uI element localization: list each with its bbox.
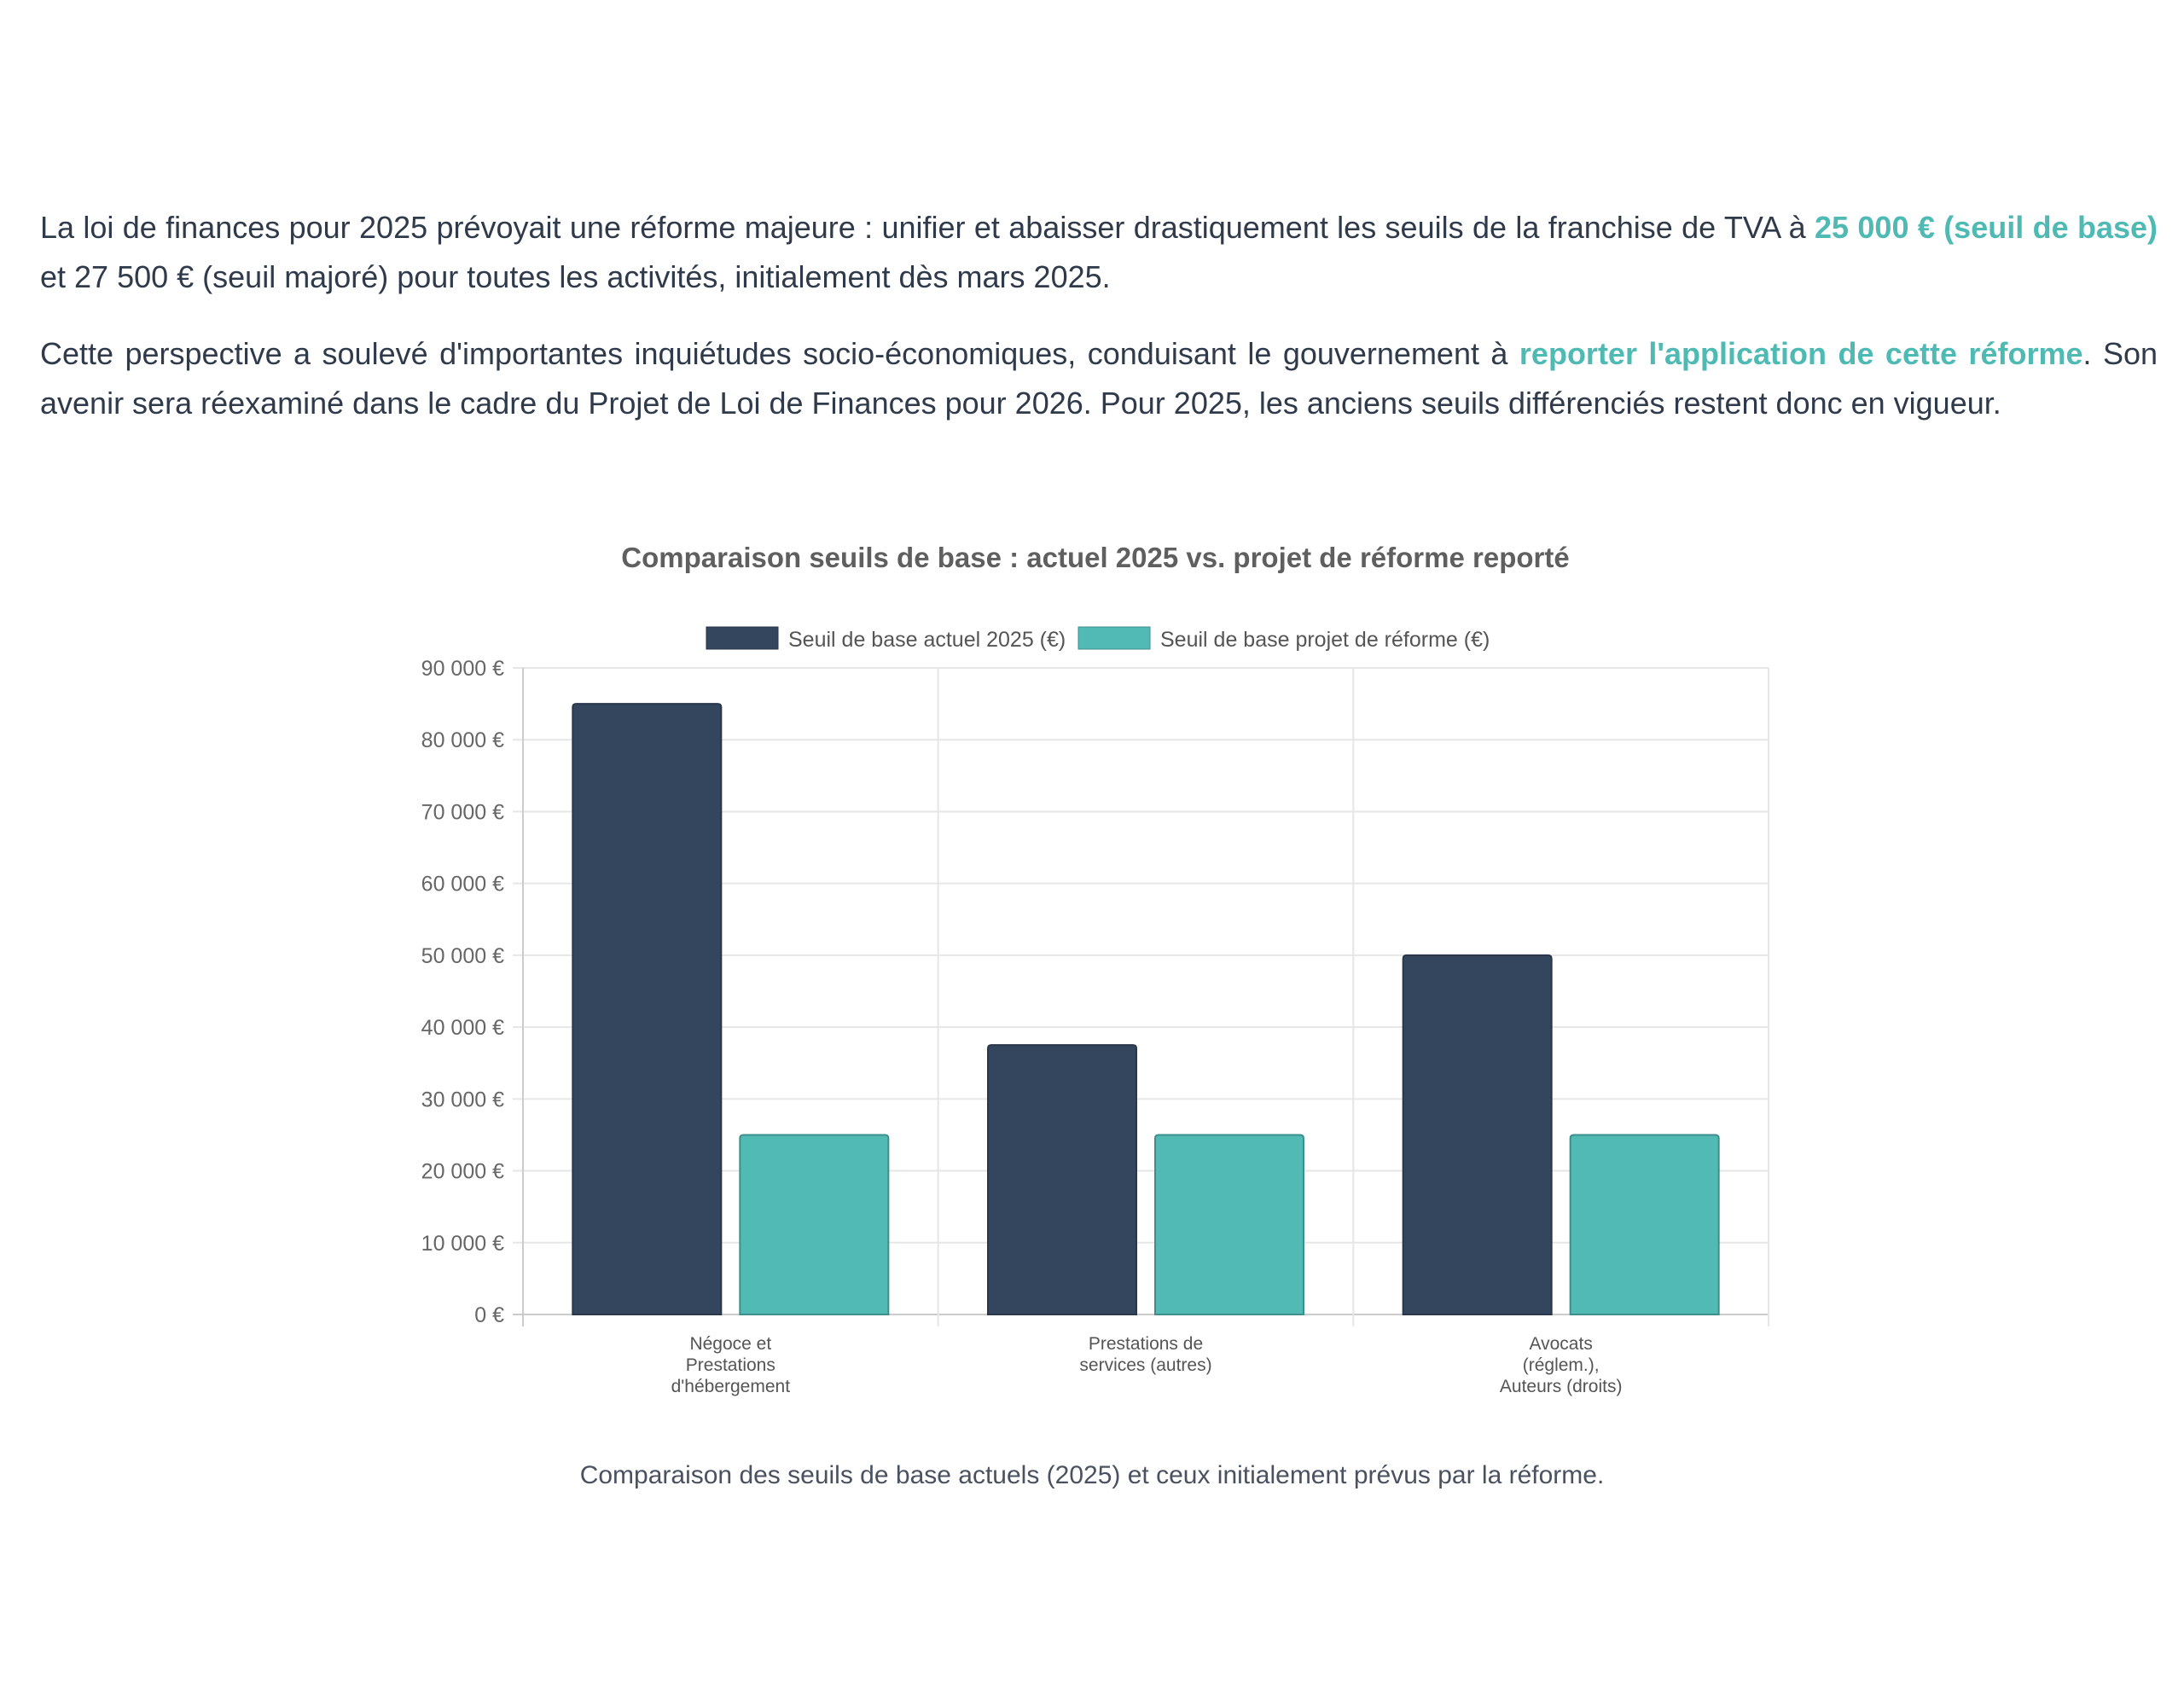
- y-tick-label: 10 000 €: [421, 1231, 504, 1256]
- y-tick-label: 40 000 €: [421, 1016, 504, 1041]
- y-tick-label: 20 000 €: [421, 1159, 504, 1184]
- y-tick-label: 70 000 €: [421, 800, 504, 825]
- highlight-base-threshold: 25 000 € (seuil de base): [1815, 210, 2158, 245]
- bar-series2-cat1: [740, 1134, 888, 1314]
- chart-caption: Comparaison des seuils de base actuels (2025) et ceux initialement prévus par la réforme.: [579, 1461, 1605, 1489]
- y-tick-label: 80 000 €: [421, 728, 504, 753]
- y-tick-label: 50 000 €: [421, 943, 504, 968]
- x-tick-label: Prestations de services (autres): [1079, 1334, 1212, 1375]
- paragraph-reform-text-1: La loi de finances pour 2025 prévoyait une réforme majeure : unifier et abaisser drastiquement les seuils de la franchise de TVA à: [40, 210, 1815, 245]
- bar-series2-cat2: [1155, 1134, 1304, 1314]
- chart-title: Comparaison seuils de base : actuel 2025 vs. projet de réforme reporté: [621, 542, 1570, 573]
- legend-label-2: Seuil de base projet de réforme (€): [1160, 628, 1490, 652]
- x-tick-label: Négoce et Prestations d'hébergement: [671, 1334, 791, 1396]
- legend-swatch-2: [1078, 627, 1150, 649]
- highlight-postpone-reform: reporter l'application de cette réforme: [1519, 336, 2083, 371]
- y-tick-label: 90 000 €: [421, 657, 504, 681]
- bar-series1-cat1: [572, 704, 721, 1314]
- y-tick-label: 60 000 €: [421, 872, 504, 897]
- legend-label-1: Seuil de base actuel 2025 (€): [788, 628, 1066, 652]
- paragraph-reform-text-2: et 27 500 € (seuil majoré) pour toutes les activités, initialement dès mars 2025.: [40, 259, 1111, 294]
- paragraph-postponement-text-2: . Son avenir sera réexaminé dans le cadre du Projet de Loi de Finances pour 2026. Pour 2025, les anciens seuils différenciés restent donc en vigueur.: [40, 336, 2158, 421]
- paragraph-postponement-text-1: Cette perspective a soulevé d'importantes inquiétudes socio-économiques, conduisant le gouvernement à: [40, 336, 1519, 371]
- bar-series1-cat2: [988, 1045, 1136, 1314]
- bar-series2-cat3: [1571, 1134, 1719, 1314]
- x-tick-label: Avocats (réglem.), Auteurs (droits): [1499, 1334, 1623, 1396]
- legend-swatch-1: [706, 627, 778, 649]
- bar-series1-cat3: [1403, 955, 1552, 1314]
- y-tick-label: 30 000 €: [421, 1088, 504, 1112]
- y-tick-label: 0 €: [474, 1303, 504, 1327]
